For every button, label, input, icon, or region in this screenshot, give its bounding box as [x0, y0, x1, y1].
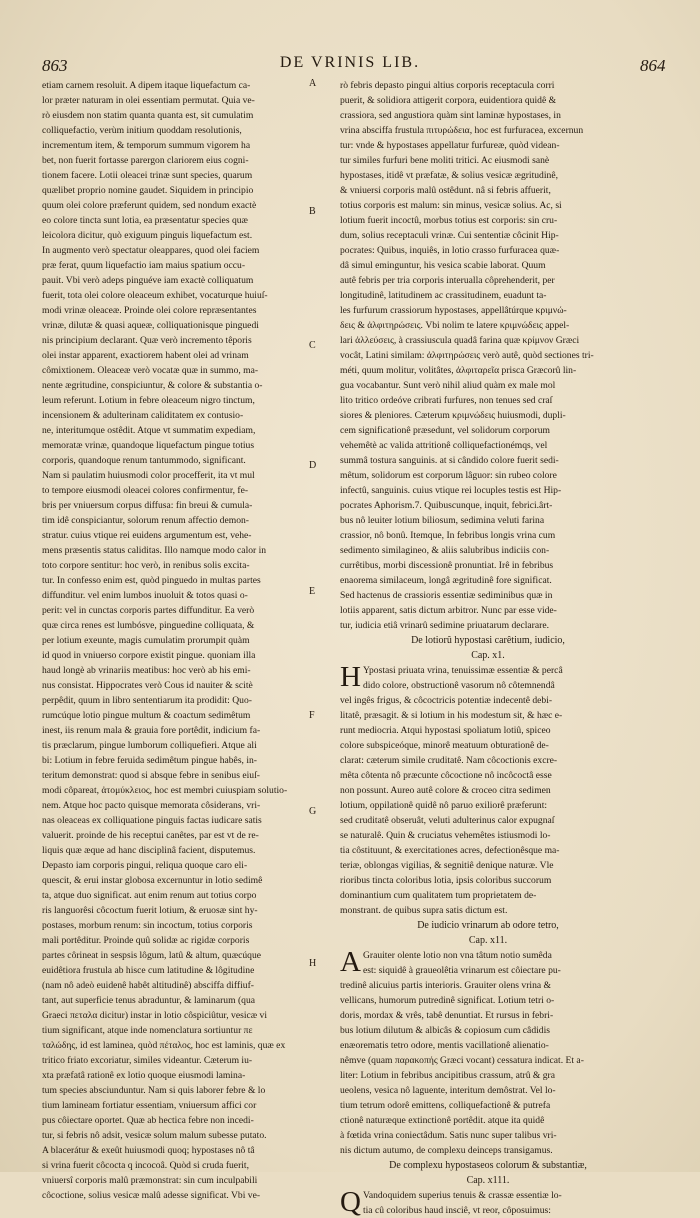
text-line: tim idê conspiciantur, solorum renum affectio demon-	[42, 515, 249, 526]
text-line: tur similes furfuri bene moliti tritici. Ac eiusmodi sanè	[340, 155, 550, 166]
text-line: olei instar apparent, exactiorem habent olei ad vrinam	[42, 350, 249, 361]
text-line: doris, mordax & vrês, tabê denuntiat. Et rursus in febri-	[340, 1010, 554, 1021]
text-line: monstrant. de quibus supra satis dictum est.	[340, 905, 508, 916]
text-line: colore subspiceóque, minorê meatuum obturationê de-	[340, 740, 549, 751]
text-line: dâ simul eminguntur, his vesica scabie laborat. Quum	[340, 260, 546, 271]
text-line: bet, non fuerit fortasse parergon clariorem eius cogni-	[42, 155, 249, 166]
chapter-12-number: Cap. x11.	[468, 935, 508, 946]
text-line: dido colore, obstructionê vasorum nô côtemnendâ	[362, 680, 555, 691]
text-line: crassiora, sed angustiora quàm sint laminæ hypostases, in	[340, 110, 561, 121]
text-line: tum species absciunduntur. Nam si quis laborer febre & lo	[42, 1085, 266, 1096]
text-line: est: siquidê à graueolêtia vrinarum est côiectare pu-	[362, 965, 561, 976]
text-line: modi vrinæ oleaceæ. Proinde olei colore repræsentantes	[42, 305, 257, 316]
text-line: mêta côtenta nô præcunte côcoctione nô incôcoctâ esse	[340, 770, 552, 781]
text-line: id quod in vniuerso corpore existit pingue. quoniam illa	[42, 650, 256, 661]
text-line: rioribus tincta coloribus lotia, ipsis coloribus succorum	[340, 875, 552, 886]
text-line: corporis, quandoque renum tantummodo, significant.	[42, 455, 246, 466]
text-line: nente ægritudine, conspiciuntur, & colore & substantia o-	[42, 380, 263, 391]
text-line: sedimento similagineo, & aliis salubribus indiciis con-	[340, 545, 550, 556]
text-line: quescit, & erui instar globosa excernuntur in lotio sedimê	[42, 875, 263, 886]
chapter-11-body	[340, 663, 636, 918]
chapter-11-dropcap: H	[340, 661, 361, 693]
text-line: enæorematis tetro odore, mentis vacillationê alienatio-	[340, 1040, 549, 1051]
text-line: bus nô leuiter lotium biliosum, sedimina veluti farina	[340, 515, 545, 526]
text-line: Grauiter olente lotio non vna tâtum notio sumêda	[362, 950, 552, 961]
text-line: tant, aut superficie tenus abraduntur, & laminarum (qua	[42, 995, 256, 1006]
text-line: lari ἀλλεύσεις, à crassiuscula quadâ farina quæ κρίμνον Græci	[340, 335, 580, 346]
text-line: cem significationê præsedunt, vel solidorum corporum	[340, 425, 550, 436]
text-line: toto corpore sentitur: hoc verò, in renibus solis excita-	[42, 560, 250, 571]
text-line: puerit, & solidiora attigerit corpora, euidentiora quidê &	[340, 95, 557, 106]
text-line: perpêdit, quum in libro sententiarum ita prodidit: Quo-	[42, 695, 252, 706]
text-line: incensionem & adulterinam caliditatem ex contusio-	[42, 410, 244, 421]
text-line: modi côpareat, ἀτομύκλειος, hoc est membri cuiuspiam solutio-	[42, 785, 288, 796]
text-line: Ypostasi priuata vrina, tenuissimæ essentiæ & percâ	[362, 665, 563, 676]
text-line: memoratæ vrinæ, quandoque liquefactum pingue totius	[42, 440, 255, 451]
text-line: cômixtionem. Oleaceæ verò vocatæ quæ in summo, ma-	[42, 365, 259, 376]
text-line: quælibet proprio nomine gaudet. Siquidem in principio	[42, 185, 254, 196]
text-line: vellicans, humorum putredinê significat. Lotium tetri o-	[340, 995, 555, 1006]
text-line: hypostases, itidê vt præfatæ, & solius vesicæ ægritudinê,	[340, 170, 558, 181]
text-line: infectû, sanguinis. cuius vtique rei locuples testis est Hip-	[340, 485, 562, 496]
margin-letter: D	[309, 460, 317, 471]
text-line: tritico friato excoriatur, similes videantur. Cæterum iu-	[42, 1055, 253, 1066]
text-line: Vandoquidem superius tenuis & crassæ essentiæ lo-	[362, 1190, 562, 1201]
text-line: vocât, Latini similam: ἀλφιτηρώσεις verò autê, quòd sectiones tri-	[340, 350, 594, 361]
text-line: euidêtiora frustula ab hisce cum latitudine & lôgitudine	[42, 965, 255, 976]
text-line: inest, iis renum mala & grauia fore portêdit, indicium fa-	[42, 725, 261, 736]
text-line: δεις & ἀλφιτηρώσεις. Vbi nolim te latere κριμνώδεις appel-	[340, 320, 570, 331]
text-line: nem. Atque hoc pacto quisque memorata côsiderans, vri-	[42, 800, 261, 811]
text-line: valuerit. proinde de his receptui canêtes, par est vt de re-	[42, 830, 259, 841]
text-line: vrina absciffa frustula πιτυρώδεια, hoc est furfuracea, excernun	[340, 125, 584, 136]
text-line: pocrates Aphorism.7. Quibuscunque, inquit, febrici.ârt-	[340, 500, 553, 511]
text-line: postases, morbum renum: sin incoctum, totius corporis	[42, 920, 253, 931]
text-line: côcoctione, solius vesicæ malû adesse significat. Vbi ve-	[42, 1190, 261, 1201]
text-line: litatê, præsagit. & si lotium in his modestum sit, & hæc e-	[340, 710, 563, 721]
text-line: eo colore tincta sunt lotia, ea præsentatur species quæ	[42, 215, 248, 226]
text-line: tium lamineam fortiatur essentiam, vniuersum affici cor	[42, 1100, 257, 1111]
text-line: rò febris depasto pingui altius corporis receptacula corri	[340, 80, 555, 91]
text-line: nêmve (quam παρακοπής Græci vocant) cessatura indicat. Et a-	[340, 1055, 584, 1066]
chapter-12-body	[340, 948, 636, 1158]
text-line: liquis quæ æque ad hanc disciplinâ facient, disputemus.	[42, 845, 256, 856]
text-line: tredinê alicuius partis interioris. Grauiter olens vrina &	[340, 980, 552, 991]
text-line: tium significant, atque inde nomenclatura sortiuntur πε	[42, 1025, 253, 1036]
text-line: per lotium exeunte, magis cumulatim prorumpit quàm	[42, 635, 250, 646]
text-line: stratur. cuius vtique rei euidens argumentum est, vehe-	[42, 530, 252, 541]
text-line: nus consistat. Hippocrates verò Cous id nauiter & scitè	[42, 680, 253, 691]
running-head: DE VRINIS LIB.	[279, 54, 421, 71]
text-line: A blacerátur & exeût huiusmodi quoq; hypostases nô tâ	[42, 1145, 255, 1156]
text-line: diffunditur. vel enim lumbos inuoluit & totos quasi o-	[42, 590, 248, 601]
text-line: tis præclarum, pingue lumborum colliquefieri. Atque ali	[42, 740, 257, 751]
text-line: summâ tostura sanguinis. at si cândido colore fuerit sedi-	[340, 455, 559, 466]
text-line: tur, iudicia etiâ vrinarû sedimine priuatarum declarare.	[340, 620, 549, 631]
text-line: bus lotium dilutum & albicâs & copiosum cum câdidis	[340, 1025, 550, 1036]
text-line: perit: vel in cunctas corporis partes diffunditur. Ea verò	[42, 605, 255, 616]
text-line: nis principium declarant. Quæ verò incremento têporis	[42, 335, 252, 346]
text-line: tium tetrum odorê emittens, colliquefactionê & putrefa	[340, 1100, 551, 1111]
text-line: pauit. Vbi verò adeps pinguéve iam exactè colliquatum	[42, 275, 254, 286]
chapter-13	[340, 1158, 636, 1218]
text-line: lor præter naturam in olei essentiam permutat. Quia ve-	[42, 95, 255, 106]
text-line: vehemêtè ac valida attritionê colliquefactionémqs, vel	[340, 440, 548, 451]
text-line: incrementum item, & temporum summum vigorem ha	[42, 140, 251, 151]
text-line: dum, solius receptaculi vrinæ. Cui sententiæ côcinit Hip-	[340, 230, 559, 241]
text-line: haud longè ab vrinariis meatibus: hoc verò ab his emi-	[42, 665, 251, 676]
text-line: ταλώδης, id est laminea, quòd πέταλος, hoc est laminis, quæ ex	[42, 1040, 286, 1051]
text-line: ne, interitumque ostêdit. Atque vt summatim expediam,	[42, 425, 256, 436]
text-line: rumcúque lotio pingue multum & coactum sedimêtum	[42, 710, 251, 721]
text-line: to tempore eiusmodi oleacei colores confirmentur, fe-	[42, 485, 249, 496]
text-line: gua vocabantur. Sunt verò nihil aliud quàm ex male mol	[340, 380, 556, 391]
chapter-13-title: De complexu hypostaseos colorum & substantiæ,	[389, 1160, 587, 1171]
text-line: ris languorêsi côcoctum fuerit lotium, & eruosæ sint hy-	[42, 905, 258, 916]
text-line: leum referunt. Lotium in febre oleaceum nigro tinctum,	[42, 395, 255, 406]
text-line: méti, quum molitur, volitâtes, ἀλφιταρεῖα prisca Græcorû lin-	[340, 365, 577, 376]
text-line: leicolora dicitur, quò exiguum pinguis liquefactum est.	[42, 230, 253, 241]
chapter-12	[340, 918, 636, 1158]
text-line: fuerit, tota olei colore oleaceum exhibet, vocaturque huiuſ-	[42, 290, 268, 301]
text-line: Nam si paulatim huiusmodi color procefferit, ita vt mul	[42, 470, 255, 481]
text-line: mali portêditur. Proinde quû solidæ ac rigidæ corporis	[42, 935, 250, 946]
margin-letter: B	[309, 206, 316, 217]
text-line: lotium fuerit incoctû, morbus totius est corporis: sin cru-	[340, 215, 558, 226]
text-line: liter: Lotium in febribus ancipitibus crassum, atrû & gra	[340, 1070, 556, 1081]
text-line: les furfurum crassiorum hypostases, appellâtúrque κριμνώ-	[340, 305, 567, 316]
text-line: ctionê naturæque extinctionê portêdit. atque ita quidê	[340, 1115, 545, 1126]
text-line: nas oleaceas ex colliquatione pinguis factas iudicare satis	[42, 815, 262, 826]
text-line: lito tritico ordeóve cribrati furfures, non tenues sed craſ	[340, 395, 553, 406]
text-line: vrinæ, dilutæ & quasi aqueæ, colliquationisque pinguedi	[42, 320, 259, 331]
text-line: tia côstituunt, & exercitationes acres, defectionêsque ma-	[340, 845, 560, 856]
text-line: mens præsentis status caliditas. Illo namque modo calor in	[42, 545, 267, 556]
text-line: à fœtida vrina coniectâdum. Satis nunc super talibus vri-	[340, 1130, 557, 1141]
text-line: tionem facere. Lotii oleacei trinæ sunt species, quarum	[42, 170, 253, 181]
text-line: nis dictum autumo, de complexu deinceps transigamus.	[340, 1145, 553, 1156]
text-line: vel ingês frigus, & côcoctricis potentiæ indecentê debi-	[340, 695, 553, 706]
text-line: bi: Lotium in febre feruida sedimêtum pingue habês, in-	[42, 755, 258, 766]
text-line: Sed hactenus de crassioris essentiæ sediminibus quæ in	[340, 590, 553, 601]
chapter-12-title: De iudicio vrinarum ab odore tetro,	[417, 920, 559, 931]
page-number-right: 864	[640, 56, 666, 75]
left-text-column	[42, 78, 294, 1201]
text-line: runt mediocria. Atqui hypostasi spoliatum lotiû, spiceo	[340, 725, 551, 736]
text-line: xta præfatâ rationê ex lotio quoque eiusmodi lamina-	[42, 1070, 246, 1081]
text-line: siores & pleniores. Cæterum κριμνώδεις huiusmodi, dupli-	[340, 410, 566, 421]
text-line: ta, atque duo significat. aut enim renum aut totius corpo	[42, 890, 257, 901]
text-line: tur: vnde & hypostases appellatur furfureæ, quòd videan-	[340, 140, 560, 151]
margin-letter: E	[309, 586, 316, 597]
text-line: pus côiectare oportet. Quæ ab hectica febre non incedi-	[42, 1115, 254, 1126]
text-line: Graeci πεταλα dicitur) instar in lotio côspiciûtur, vesicæ vi	[42, 1010, 268, 1021]
text-line: currêtibus, morbi discessionê pronuntiat. Irê in febribus	[340, 560, 554, 571]
text-line: præ ferat, quum liquefactio iam maius spatium occu-	[42, 260, 246, 271]
text-line: quæ circa renes est lumbósve, pinguedine colliquata, &	[42, 620, 255, 631]
chapter-11	[340, 633, 636, 918]
text-line: quum olei colore præferunt quidem, sed nondum exactè	[42, 200, 257, 211]
text-line: enaorema similaceum, longâ ægritudinê fore significat.	[340, 575, 552, 586]
text-line: mêtum, solidorum est corporum lâguor: sin rubeo colore	[340, 470, 557, 481]
text-line: (nam nô adeò euidenê habêt altitudinê) absciffa diffiuf-	[42, 980, 254, 991]
margin-section-letters	[303, 78, 331, 1078]
text-line: si vrina fuerit côcocta q incocoâ. Quòd si cruda fuerit,	[42, 1160, 249, 1171]
margin-letter: G	[309, 806, 317, 817]
text-line: teritum demonstrat: quod si absque febre in senibus eiuſ-	[42, 770, 260, 781]
text-line: autê febris per tria corporis interualla côprehenderit, per	[340, 275, 555, 286]
text-line: sed cruditatê obseruât, veluti adulterinus calor expugnaſ	[340, 815, 555, 826]
text-line: totius corporis est malum: sin minus, vesicæ solius. Ac, si	[340, 200, 562, 211]
text-line: pocrates: Quibus, inquiês, in lotio crasso furfuracea quæ-	[340, 245, 560, 256]
margin-letter: F	[309, 710, 315, 721]
text-line: colliquefactio, verùm initium quoddam resolutionis,	[42, 125, 242, 136]
text-line: se naturalê. Quin & cruciatus vehemêtes istiusmodi lo-	[340, 830, 551, 841]
margin-letter: A	[309, 78, 317, 89]
text-line: bris per vniuersum corpus diffusa: fin breui & cumula-	[42, 500, 253, 511]
text-line: tur. In confesso enim est, quòd pinguedo in multas partes	[42, 575, 261, 586]
right-column-continuation	[340, 78, 636, 633]
text-line: dominantium cum qualitatem tum proprietatem de-	[340, 890, 537, 901]
margin-letter: H	[309, 958, 317, 969]
text-line: tur, si febris nô adsit, vesicæ solum malum subesse putato.	[42, 1130, 267, 1141]
text-line: rò eiusdem non statim quanta quanta est, sit cumulatim	[42, 110, 254, 121]
text-line: etiam carnem resoluit. A dipem itaque liquefactum ca-	[42, 80, 251, 91]
text-line: clarat: cæterum simile cruditatê. Nam côcoctionis excre-	[340, 755, 558, 766]
text-line: vniuersî corporis malû præmonstrat: sin cum inculpabili	[42, 1175, 258, 1186]
chapter-12-dropcap: A	[340, 946, 361, 978]
text-line: teriæ, oblongas vigilias, & segnitiê denique naturæ. Vle	[340, 860, 554, 871]
chapter-13-number: Cap. x111.	[466, 1175, 510, 1186]
text-line: Depasto iam corporis pingui, reliqua quoque caro eli-	[42, 860, 248, 871]
text-line: crassior, nô bonû. Itemque, In febribus longis vrina cum	[340, 530, 556, 541]
chapter-11-number: Cap. x1.	[471, 650, 505, 661]
text-line: partes côrineat in sespsis lôgum, latû & altum, quæcúque	[42, 950, 262, 961]
text-line: tia cû coloribus haud insciê, vt reor, côposuimus:	[362, 1205, 551, 1216]
text-line: In augmento verò spectatur oleappares, quod olei faciem	[42, 245, 260, 256]
text-line: ueolens, vesica nô laguente, interitum demôstrat. Vel lo-	[340, 1085, 556, 1096]
text-line: non possunt. Aureo autê colore & croceo citra sedimen	[340, 785, 551, 796]
chapter-13-dropcap: Q	[340, 1186, 361, 1218]
right-text-column	[340, 78, 636, 1218]
text-line: lotiis apparent, satis dictum arbitror. Nunc par esse vide-	[340, 605, 557, 616]
text-line: longitudinê, latitudinem ac crassitudinem, euadunt ta-	[340, 290, 547, 301]
page-number-left: 863	[42, 56, 68, 75]
text-line: & vniuersi corporis malû ostêdunt. nâ si febris affuerit,	[340, 185, 551, 196]
margin-letter: C	[309, 340, 316, 351]
text-line: lotium, oppilationê quidê nô paruo exiliorê præferunt:	[340, 800, 548, 811]
chapter-11-title: De lotiorû hypostasi carêtium, iudicio,	[411, 635, 565, 646]
chapter-13-body	[340, 1188, 636, 1218]
